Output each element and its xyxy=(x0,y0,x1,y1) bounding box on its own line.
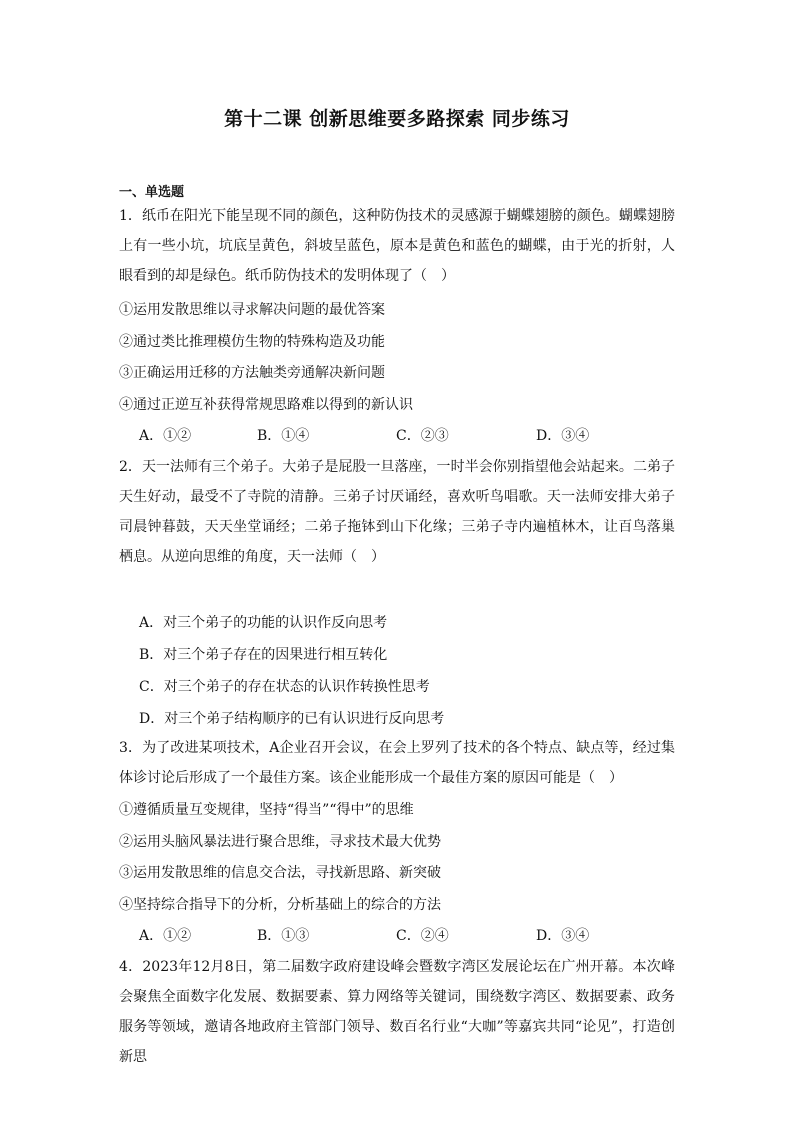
question-3-item: ③运用发散思维的信息交合法，寻找新思路、新突破 xyxy=(119,865,441,881)
question-1-item: ②通过类比推理模仿生物的特殊构造及功能 xyxy=(119,334,385,350)
question-1-item: ④通过正逆互补获得常规思路难以得到的新认识 xyxy=(119,397,413,413)
question-2-stem: 2．天一法师有三个弟子。大弟子是屁股一旦落座，一时半会你别指望他会站起来。二弟子天生好动，最受不了寺院的清静。三弟子讨厌诵经，喜欢听鸟唱歌。天一法师安排大弟子司晨钟暮鼓，天天坐堂诵经；二弟子拖钵到山下化缘；三弟子寺内遍植林木，让百鸟落巢栖息。从逆向思维的角度，天一法师（ ） xyxy=(119,459,675,565)
question-3-item: ①遵循质量互变规律，坚持“得当”“得中”的思维 xyxy=(119,802,414,818)
question-2-option-c[interactable]: C．对三个弟子的存在状态的认识作转换性思考 xyxy=(139,679,430,695)
section-heading: 一、单选题 xyxy=(119,185,185,200)
question-2-option-b[interactable]: B．对三个弟子存在的因果进行相互转化 xyxy=(139,647,388,663)
question-2-option-d[interactable]: D．对三个弟子结构顺序的已有认识进行反向思考 xyxy=(139,711,445,727)
question-4-stem: 4．2023年12月8日，第二届数字政府建设峰会暨数字湾区发展论坛在广州开幕。本次峰会聚焦全面数字化发展、数据要素、算力网络等关键词，围绕数字湾区、数据要素、政务服务等领域，邀请各地政府主管部门领导、数百名行业“大咖”等嘉宾共同“论见”，打造创新思 xyxy=(119,959,675,1065)
question-1-option-d[interactable]: D．③④ xyxy=(536,428,590,444)
question-1-item: ①运用发散思维以寻求解决问题的最优答案 xyxy=(119,302,385,318)
page-title: 第十二课 创新思维要多路探索 同步练习 xyxy=(224,108,570,130)
question-1-option-a[interactable]: A．①② xyxy=(139,428,192,444)
question-3-option-b[interactable]: B．①③ xyxy=(257,928,310,944)
question-3-item: ④坚持综合指导下的分析，分析基础上的综合的方法 xyxy=(119,897,441,913)
question-1-item: ③正确运用迁移的方法触类旁通解决新问题 xyxy=(119,365,385,381)
question-1-option-c[interactable]: C．②③ xyxy=(396,428,449,444)
question-2-option-a[interactable]: A．对三个弟子的功能的认识作反向思考 xyxy=(139,615,388,631)
question-1-option-b[interactable]: B．①④ xyxy=(257,428,310,444)
question-3-option-d[interactable]: D．③④ xyxy=(536,928,590,944)
question-3-option-c[interactable]: C．②④ xyxy=(396,928,449,944)
question-3-option-a[interactable]: A．①② xyxy=(139,928,192,944)
question-3-item: ②运用头脑风暴法进行聚合思维，寻求技术最大优势 xyxy=(119,834,441,850)
question-3-stem: 3．为了改进某项技术，A企业召开会议，在会上罗列了技术的各个特点、缺点等，经过集体诊讨论后形成了一个最佳方案。该企业能形成一个最佳方案的原因可能是（ ） xyxy=(119,740,675,786)
question-1-stem: 1．纸币在阳光下能呈现不同的颜色，这种防伪技术的灵感源于蝴蝶翅膀的颜色。蝴蝶翅膀上有一些小坑，坑底呈黄色，斜坡呈蓝色，原本是黄色和蓝色的蝴蝶，由于光的折射，人眼看到的却是绿色。纸币防伪技术的发明体现了（ ） xyxy=(119,208,675,284)
